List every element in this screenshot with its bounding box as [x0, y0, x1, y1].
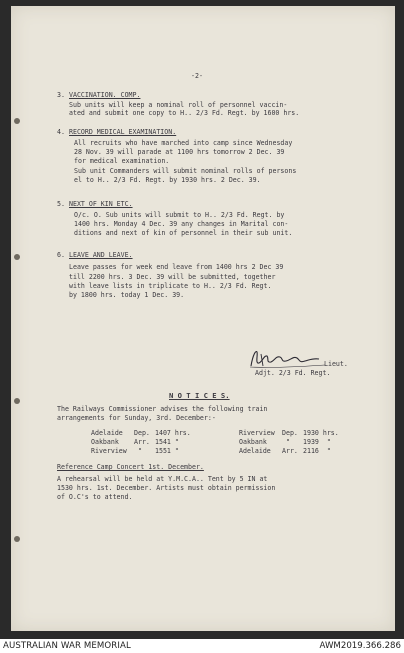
train-time: 1930 hrs.: [303, 429, 339, 437]
train-time: 1407 hrs.: [155, 429, 191, 437]
concert-line: A rehearsal will be held at Y.M.C.A.. Tent by 5 IN at: [57, 475, 268, 483]
section-line: for medical examination.: [74, 157, 170, 165]
train-time: 1939 ": [303, 438, 331, 446]
archive-name: AUSTRALIAN WAR MEMORIAL: [3, 641, 131, 651]
train-station: Oakbank: [91, 438, 119, 446]
section-line: ated and submit one copy to H.. 2/3 Fd. Regt. by 1600 hrs.: [69, 109, 300, 117]
section-line: 1400 hrs. Monday 4 Dec. 39 any changes in Marital con-: [74, 220, 289, 228]
train-direction: Arr.: [282, 447, 298, 455]
section-line: Leave passes for week end leave from 1400 hrs 2 Dec 39: [69, 263, 284, 271]
section-number: 3.: [57, 91, 65, 99]
archive-footer: [0, 639, 404, 653]
document-page: [11, 6, 395, 631]
concert-line: 1530 hrs. 1st. December. Artists must obtain permission: [57, 484, 276, 492]
train-direction: ": [286, 438, 290, 446]
section-line: by 1800 hrs. today 1 Dec. 39.: [69, 291, 185, 299]
train-time: 1551 ": [155, 447, 179, 455]
notices-heading: N O T I C E S.: [169, 391, 230, 400]
notices-intro-line: The Railways Commissioner advises the following train: [57, 405, 268, 413]
section-number: 4.: [57, 128, 65, 136]
concert-heading: Reference Camp Concert 1st. December.: [57, 463, 204, 471]
section-line: ditions and next of kin of personnel in their sub unit.: [74, 229, 293, 237]
train-station: Riverview: [239, 429, 275, 437]
section-heading: VACCINATION. COMP.: [69, 91, 141, 99]
train-direction: ": [138, 447, 142, 455]
section-heading: RECORD MEDICAL EXAMINATION.: [69, 128, 177, 136]
section-line: All recruits who have marched into camp since Wednesday: [74, 139, 293, 147]
section-line: 28 Nov. 39 will parade at 1100 hrs tomorrow 2 Dec. 39: [74, 148, 285, 156]
train-time: 1541 ": [155, 438, 179, 446]
train-station: Adelaide: [239, 447, 271, 455]
train-station: Riverview: [91, 447, 127, 455]
train-station: Adelaide: [91, 429, 123, 437]
train-direction: Arr.: [134, 438, 150, 446]
archive-reference: AWM2019.366.286: [319, 641, 401, 651]
section-line: Sub unit Commanders will submit nominal rolls of persons: [74, 167, 297, 175]
train-station: Oakbank: [239, 438, 267, 446]
section-heading: NEXT OF KIN ETC.: [69, 200, 133, 208]
section-line: with leave lists in triplicate to H.. 2/3 Fd. Regt.: [69, 282, 272, 290]
signature-title: Adjt. 2/3 Fd. Regt.: [255, 369, 331, 377]
train-direction: Dep.: [282, 429, 298, 437]
section-line: O/c. O. Sub units will submit to H.. 2/3 Fd. Regt. by: [74, 211, 285, 219]
notices-intro-line: arrangements for Sunday, 3rd. December:-: [57, 414, 216, 422]
handwritten-signature: [247, 346, 327, 370]
section-number: 6.: [57, 251, 65, 259]
section-line: Sub units will keep a nominal roll of personnel vaccin-: [69, 101, 288, 109]
typed-document: [11, 6, 395, 631]
section-line: el to H.. 2/3 Fd. Regt. by 1930 hrs. 2 Dec. 39.: [74, 176, 261, 184]
train-time: 2116 ": [303, 447, 331, 455]
train-direction: Dep.: [134, 429, 150, 437]
concert-line: of O.C's to attend.: [57, 493, 133, 501]
page-number: -2-: [191, 72, 203, 80]
section-number: 5.: [57, 200, 65, 208]
signature-rank: Lieut.: [324, 360, 348, 368]
section-line: till 2200 hrs. 3 Dec. 39 will be submitted, together: [69, 273, 276, 281]
section-heading: LEAVE AND LEAVE.: [69, 251, 133, 259]
